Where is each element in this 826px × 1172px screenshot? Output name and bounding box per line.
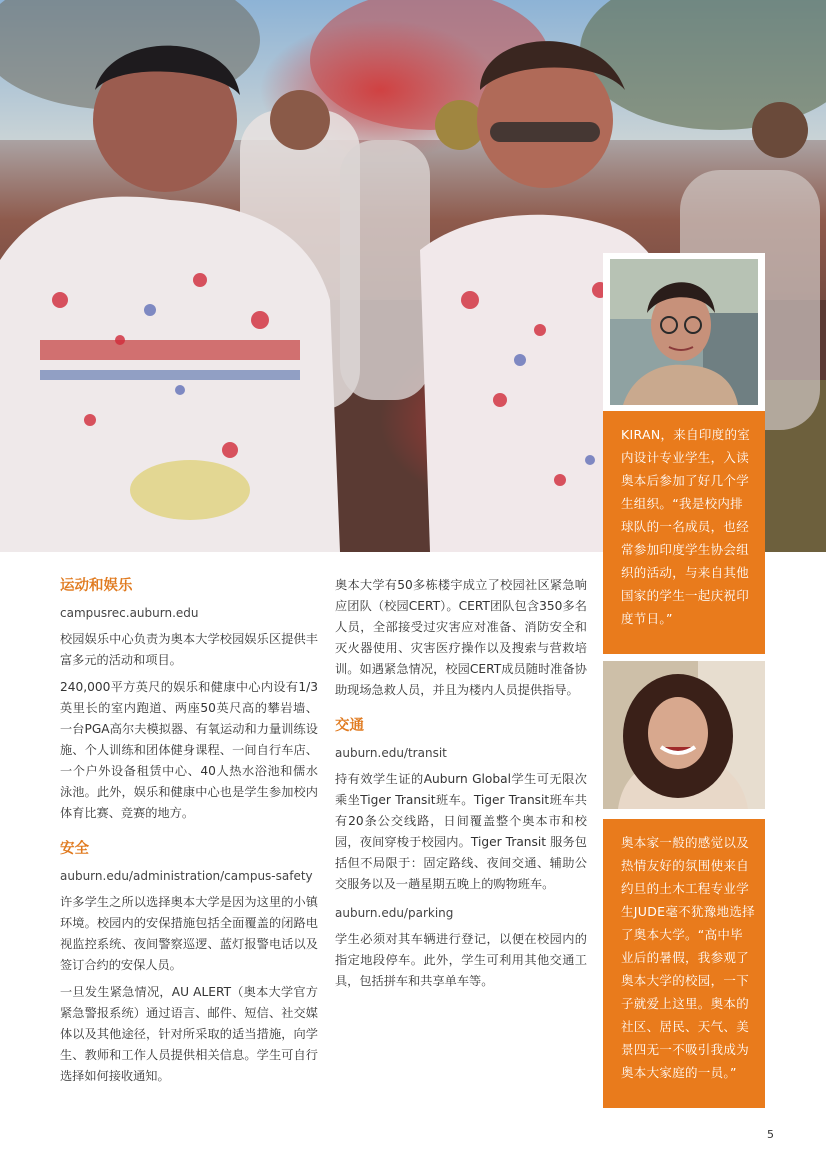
page-number: 5 — [767, 1128, 774, 1141]
quote-kiran: KIRAN，来自印度的室内设计专业学生，入读奥本后参加了好几个学生组织。“我是校内排球队的一名成员，也经常参加印度学生协会组织的活动，与来自其他国家的学生一起庆祝印度节日。” — [603, 411, 765, 654]
left-text-column — [60, 575, 318, 1101]
section-title-safety: 安全 — [60, 841, 89, 857]
portrait-jude-image — [603, 661, 765, 809]
section-sports — [60, 575, 318, 824]
paragraph-cert: 奥本大学有50多栋楼宇成立了校园社区紧急响应团队（校园CERT）。CERT团队包含350多名人员，全部接受过灾害应对准备、消防安全和灭火器使用、灾害医疗操作以及搜索与营救培训。如遇紧急情况，校园CERT成员随时准备协助现场急救人员，并且为楼内人员提供指导。 — [335, 578, 587, 697]
paragraph-safety-2: 一旦发生紧急情况，AU ALERT（奥本大学官方紧急警报系统）通过语言、邮件、短信、社交媒体以及其他途径，针对所采取的适当措施，向学生、教师和工作人员提供相关信息。学生可自行选择如何接收通知。 — [60, 985, 318, 1083]
middle-text-column — [335, 575, 587, 1006]
section-title-sports: 运动和娱乐 — [60, 578, 133, 594]
section-safety — [60, 838, 318, 1087]
section-title-transit: 交通 — [335, 718, 364, 734]
link-transit[interactable]: auburn.edu/transit — [335, 746, 447, 760]
paragraph-sports-2: 240,000平方英尺的娱乐和健康中心内设有1/3英里长的室内跑道、两座50英尺高的攀岩墙、一台PGA高尔夫模拟器、有氧运动和力量训练设施、个人训练和团体健身课程、一间自行车店、一个户外设备租赁中心、40人热水浴池和儒水泳池。此外，娱乐和健康中心也是学生参加校内体育比赛、竞赛的地方。 — [60, 680, 318, 820]
section-cert — [335, 575, 587, 701]
portrait-kiran-image — [603, 253, 765, 411]
link-campus-safety[interactable]: auburn.edu/administration/campus-safety — [60, 869, 313, 883]
link-parking[interactable]: auburn.edu/parking — [335, 906, 454, 920]
paragraph-transit-1: 持有效学生证的Auburn Global学生可无限次乘坐Tiger Transit班车。Tiger Transit班车共有20条公交线路，日间覆盖整个奥本市和校园，夜间穿梭于校园内。Tiger Transit 服务包括但不局限于：固定路线、夜间交通、辅助公交服务以及一趟星期五晚上的购物班车。 — [335, 772, 587, 891]
quote-jude: 奥本家一般的感觉以及热情友好的氛围使来自约旦的土木工程专业学生JUDE毫不犹豫地选择了奥本大学。“高中毕业后的暑假，我参观了奥本大学的校园，一下子就爱上这里。奥本的社区、居民、天气、美景四无一不吸引我成为奥本大家庭的一员。” — [603, 819, 765, 1108]
link-campusrec[interactable]: campusrec.auburn.edu — [60, 606, 199, 620]
paragraph-sports-1: 校园娱乐中心负责为奥本大学校园娱乐区提供丰富多元的活动和项目。 — [60, 632, 318, 667]
section-transit — [335, 715, 587, 992]
paragraph-safety-1: 许多学生之所以选择奥本大学是因为这里的小镇环境。校园内的安保措施包括全面覆盖的闭路电视监控系统、夜间警察巡逻、蓝灯报警电话以及签订合约的安保人员。 — [60, 895, 318, 972]
portrait-jude — [603, 661, 765, 809]
portrait-kiran — [603, 253, 765, 411]
paragraph-transit-2: 学生必须对其车辆进行登记，以便在校园内的指定地段停车。此外，学生可利用其他交通工具，包括拼车和共享单车等。 — [335, 932, 587, 988]
